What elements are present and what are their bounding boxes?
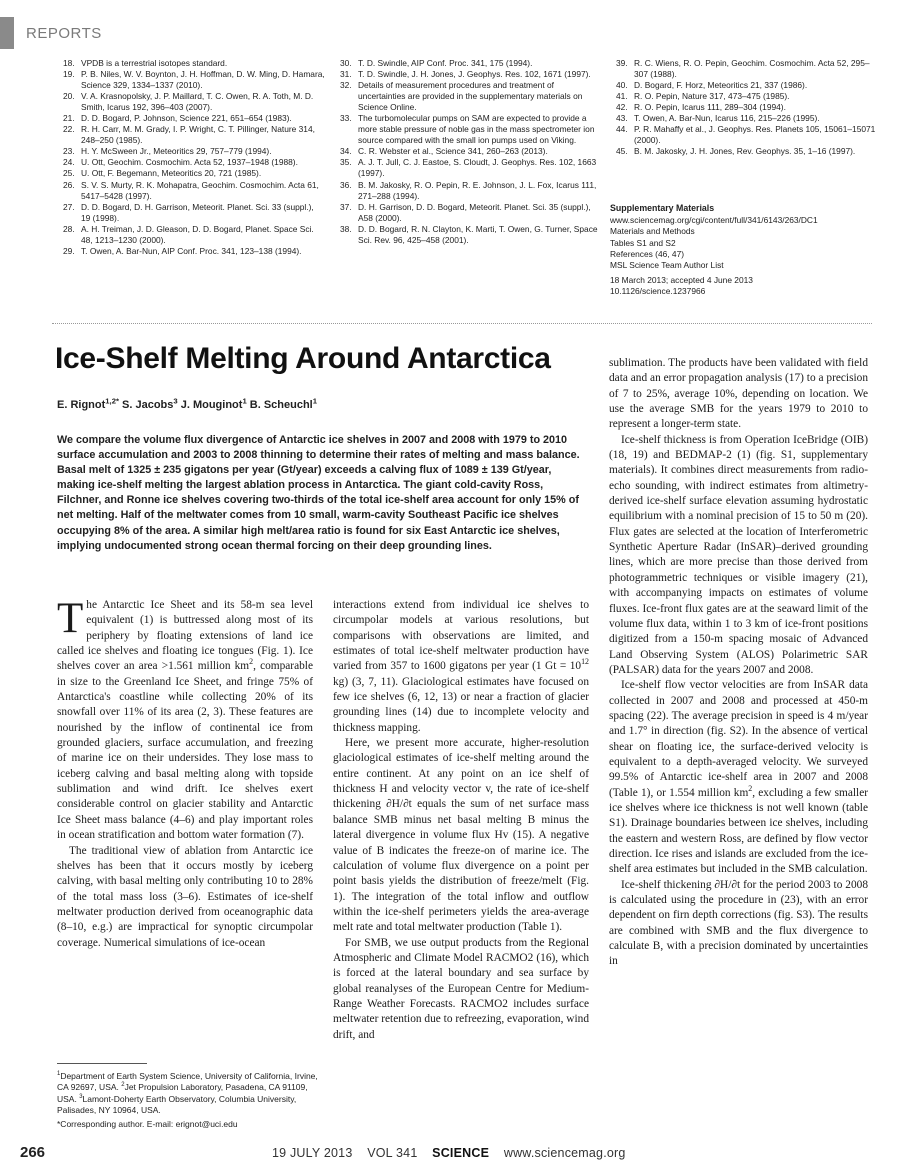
footnote-rule <box>57 1063 147 1064</box>
reference-item: 43. T. Owen, A. Bar-Nun, Icarus 116, 215–226 (1995). <box>616 113 820 124</box>
supplementary-line: References (46, 47) <box>610 248 685 259</box>
reference-number: 28. <box>63 223 75 234</box>
reference-number: 32. <box>340 80 352 91</box>
reference-number: 26. <box>63 179 75 190</box>
reference-item: 25. U. Ott, F. Begemann, Meteoritics 20, 721 (1985). <box>63 168 262 179</box>
section-bar <box>0 17 14 49</box>
reference-item: 36. B. M. Jakosky, R. O. Pepin, R. E. Johnson, J. L. Fox, Icarus 111, 271–288 (1994). <box>340 179 597 201</box>
supplementary-line: Tables S1 and S2 <box>610 237 676 248</box>
reference-number: 39. <box>616 58 628 68</box>
reference-item: 41. R. O. Pepin, Nature 317, 473–475 (1985). <box>616 91 790 102</box>
reference-item: 20. V. A. Krasnopolsky, J. P. Maillard, T. C. Owen, R. A. Toth, M. D. Smith, Icarus 192, 396–403 (2007). <box>63 91 314 113</box>
reference-number: 44. <box>616 124 628 135</box>
reference-number: 25. <box>63 168 75 179</box>
reference-number: 35. <box>340 157 352 168</box>
reference-number: 36. <box>340 179 352 190</box>
reference-item: 26. S. V. S. Murty, R. K. Mohapatra, Geochim. Cosmochim. Acta 61, 5417–5428 (1997). <box>63 179 319 201</box>
issue-date: 19 JULY 2013 <box>272 1146 353 1160</box>
body-column-3 <box>609 356 868 970</box>
reference-number: 42. <box>616 102 628 113</box>
body-paragraph: interactions extend from individual ice shelves to circumpolar models at various resolutions, but comparisons with observations are limited, and estimates of total ice-shelf meltwater production have varied from 357 to 1600 gigatons per year (1 $Gt = 10^{12}$ kg) (3, 7, 11). Glaciological estimates have focused on few ice shelves (6, 12, 13) or near a fraction of glacier grounding lines (14) due to incomplete velocity and thickness mapping. <box>333 599 589 734</box>
reference-item: 44. P. R. Mahaffy et al., J. Geophys. Res. Planets 105, 15061–15071 (2000). <box>616 124 876 146</box>
reference-number: 27. <box>63 201 75 212</box>
body-paragraph: For SMB, we use output products from the Regional Atmospheric and Climate Model RACMO2 (16), which is forced at the lateral boundary and sea surface by global reanalyses of the European Centre for Medium-Range Weather Forecasts. RACMO2 includes surface meltwater retention due to refreezing, evaporation, wind drift, and <box>333 936 589 1041</box>
reference-number: 21. <box>63 113 75 124</box>
body-paragraph: The traditional view of ablation from Antarctic ice shelves has been that it occurs mostly by iceberg calving, with basal melting only contributing 10 to 28% of the total mass loss (3–6). Estimates of ice-shelf meltwater production derived from oceanographic data (8–10, e.g.) are impractical for synoptic circumpolar coverage. Numerical simulations of ice-ocean <box>57 844 313 949</box>
journal-website[interactable]: www.sciencemag.org <box>503 1146 626 1160</box>
reference-number: 43. <box>616 113 628 124</box>
reference-item: 31. T. D. Swindle, J. H. Jones, J. Geophys. Res. 102, 1671 (1997). <box>340 69 591 80</box>
reference-item: 30. T. D. Swindle, AIP Conf. Proc. 341, 175 (1994). <box>340 58 533 68</box>
drop-cap: T <box>57 595 84 642</box>
reference-number: 19. <box>63 69 75 80</box>
section-label: REPORTS <box>26 25 102 42</box>
reference-number: 30. <box>340 58 352 68</box>
reference-number: 45. <box>616 146 628 157</box>
reference-item: 42. R. O. Pepin, Icarus 111, 289–304 (1994). <box>616 102 786 113</box>
reference-item: 40. D. Bogard, F. Horz, Meteoritics 21, 337 (1986). <box>616 80 808 91</box>
body-paragraph <box>57 595 313 844</box>
reference-number: 37. <box>340 201 352 212</box>
reference-item: 33. The turbomolecular pumps on SAM are expected to provide a more stable pressure of noble gas in the mass spectrometer ion source compared with the small ion pumps used on Viking. <box>340 113 595 146</box>
article-abstract: We compare the volume flux divergence of Antarctic ice shelves in 2007 and 2008 with 1979 to 2010 surface accumulation and 2003 to 2008 thinning to determine their rates of melting and mass balance. Basal melt of 1325 ± 235 gigatons per year (Gt/year) exceeds a calving flux of 1089 ± 139 Gt/year, making ice-shelf melting the largest ablation process in Antarctica. The giant cold-cavity Ross, Filchner, and Ronne ice shelves covering two-thirds of the total ice-shelf area account for only 15% of net melting. Half of the meltwater comes from 10 small, warm-cavity Southeast Pacific ice shelves occupying 8% of the area. A similar high melt/area ratio is found for six East Antarctic ice shelves, implying undocumented strong ocean thermal forcing on their deep grounding lines. <box>57 434 580 552</box>
reference-item: 35. A. J. T. Jull, C. J. Eastoe, S. Cloudt, J. Geophys. Res. 102, 1663 (1997). <box>340 157 597 179</box>
supplementary-materials <box>610 203 875 298</box>
journal-name: SCIENCE <box>432 1146 490 1160</box>
reference-item: 27. D. D. Bogard, D. H. Garrison, Meteorit. Planet. Sci. 33 (suppl.), 19 (1998). <box>63 201 314 223</box>
reference-item: 19. P. B. Niles, W. V. Boynton, J. H. Hoffman, D. W. Ming, D. Hamara, Science 329, 1334–1337 (2010). <box>63 69 325 91</box>
reference-item: 18. VPDB is a terrestrial isotopes standard. <box>63 58 228 68</box>
reference-number: 24. <box>63 157 75 168</box>
supplementary-link[interactable]: www.sciencemag.org/cgi/content/full/341/6143/263/DC1 <box>610 215 818 226</box>
article-authors: E. Rignot$^{1,2*}$ S. Jacobs$^3$ J. Mouginot$^1$ B. Scheuchl$^1$ <box>57 396 318 411</box>
reference-number: 22. <box>63 124 75 135</box>
references-col-1 <box>63 58 325 257</box>
reference-number: 31. <box>340 69 352 80</box>
reference-number: 38. <box>340 223 352 234</box>
references-col-3 <box>616 58 878 157</box>
reference-item: 45. B. M. Jakosky, J. H. Jones, Rev. Geophys. 35, 1–16 (1997). <box>616 146 856 157</box>
reference-number: 41. <box>616 91 628 102</box>
reference-number: 33. <box>340 113 352 124</box>
doi: 10.1126/science.1237966 <box>610 286 706 297</box>
received-dates: 18 March 2013; accepted 4 June 2013 <box>610 275 753 286</box>
reference-item: 39. R. C. Wiens, R. O. Pepin, Geochim. Cosmochim. Acta 52, 295–307 (1988). <box>616 58 870 80</box>
reference-number: 40. <box>616 80 628 91</box>
reference-item: 22. R. H. Carr, M. M. Grady, I. P. Wright, C. T. Pillinger, Nature 314, 248–250 (1985). <box>63 124 315 146</box>
body-paragraph: Ice-shelf thickening ∂H/∂t for the period 2003 to 2008 is calculated using the procedure in (23), with an error dependent on firn depth corrections (fig. S3). The results are combined with SMB and the flux divergence to calculate B, with a precision dominated by uncertainties in <box>609 878 868 968</box>
page-number: 266 <box>20 1144 46 1161</box>
body-column-1 <box>57 595 313 951</box>
body-paragraph: Ice-shelf flow vector velocities are from InSAR data collected in 2007 and 2008 and processed at 450-m spacing (22). The average precision in speed is 4 m/year and 1.7° in direction (fig. S2). In the absence of vertical shear on floating ice, the surface-derived velocity is equivalent to a depth-averaged velocity. We surveyed 99.5% of Antarctic ice-shelf area in 2007 and 2008 (Table 1), or 1.554 million $km^2$, excluding a few smaller ice shelves where ice thickness is not well known (table S1). Drainage boundaries between ice shelves, including the eastern and western Ross, are defined by flow vector direction. Ice rises and islands are excluded from the ice-shelf area estimates but included in the SMB calculation. <box>609 679 869 876</box>
reference-number: 18. <box>63 58 75 68</box>
supplementary-line: MSL Science Team Author List <box>610 260 724 271</box>
reference-item: 24. U. Ott, Geochim. Cosmochim. Acta 52, 1937–1948 (1988). <box>63 157 298 168</box>
reference-number: 34. <box>340 146 352 157</box>
reference-number: 23. <box>63 146 75 157</box>
body-paragraph: Ice-shelf thickness is from Operation IceBridge (OIB) (18, 19) and BEDMAP-2 (1) (fig. S1, supplementary materials). It combines direct measurements from radio-echo sounding, with indirect estimates from altimetry-derived ice-shelf surface elevation assuming hydrostatic equilibrium with a nominal precision of 15 to 50 m (20). Flux gates are selected at the location of Interferometric Synthetic Aperture Radar (InSAR)–derived grounding lines, which are more precise than those derived from photogrammetric techniques or visible imagery (21), with accompanying impacts on estimates of volume fluxes. Ice-front flux gates are at the seaward limit of the volume flux data, within 1 to 3 km of ice-front positions digitized from a 150-m spacing mosaic of Advanced Land Observing System (ALOS) Polarimetric SAR (PALSAR) data for the years 2007 and 2008. <box>609 433 868 676</box>
supplementary-heading: Supplementary Materials <box>610 203 715 213</box>
reference-number: 29. <box>63 245 75 256</box>
reference-item: 23. H. Y. McSween Jr., Meteoritics 29, 757–779 (1994). <box>63 146 272 157</box>
section-divider <box>52 323 872 324</box>
reference-item: 21. D. D. Bogard, P. Johnson, Science 221, 651–654 (1983). <box>63 113 292 124</box>
reference-item: 38. D. D. Bogard, R. N. Clayton, K. Marti, T. Owen, G. Turner, Space Sci. Rev. 96, 425–458 (2001). <box>340 223 598 245</box>
references-col-2 <box>340 58 598 246</box>
reference-item: 34. C. R. Webster et al., Science 341, 260–263 (2013). <box>340 146 548 157</box>
affiliations: $^1$Department of Earth System Science, University of California, Irvine, CA 92697, USA. $^2$Jet Propulsion Laboratory, Pasadena, CA 91109, USA. $^3$Lamont-Doherty Earth Observatory, Columbia University, Palisades, NY 10964, USA. <box>57 1071 318 1115</box>
issue-line <box>272 1146 626 1160</box>
issue-volume: VOL 341 <box>367 1146 418 1160</box>
article-title: Ice-Shelf Melting Around Antarctica <box>55 342 551 375</box>
paragraph-text: he Antarctic Ice Sheet and its 58-m sea level equivalent (1) is buttressed along most of its periphery by floating extensions of land ice called ice shelves and floating ice tongues (Fig. 1). Ice shelves cover an area >1.561 million $km^2$, comparable in size to the Greenland Ice Sheet, and fringe 75% of Antarctica's coastline while collecting 20% of its snowfall over 11% of its area (2, 3). These features are nourished by the inflow of continental ice from grounded glaciers, surface accumulation, and freezing of marine ice on their undersides. They lose mass to iceberg calving and basal melting along with topside sublimation and wind drift. Ice shelves exert considerable control on glacier stability and Antarctic Ice Sheet mass balance (4–6) and play important roles in ocean stratification and bottom water formation (7). <box>57 599 313 842</box>
body-column-2 <box>333 598 589 1043</box>
reference-item: 32. Details of measurement procedures and treatment of uncertainties are provided in the supplementary materials on Science Online. <box>340 80 583 113</box>
reference-item: 28. A. H. Treiman, J. D. Gleason, D. D. Bogard, Planet. Space Sci. 48, 1213–1230 (2000). <box>63 223 314 245</box>
body-paragraph: Here, we present more accurate, higher-resolution glaciological estimates of ice-shelf melting around the entire continent. At any point on an ice shelf of thickness H and velocity vector v, the rate of ice-shelf thickening ∂H/∂t equals the sum of net surface mass balance SMB minus net basal melting B minus the lateral divergence in volume flux Hv (15). A negative value of B indicates the freeze-on of marine ice. The calculation of volume flux divergence on a point per point basis yields the distribution of freeze/melt (Fig. 1). The integration of the total inflow and outflow within the ice-shelf perimeters yields the area-average melt rate and total meltwater production (Table 1). <box>333 737 589 934</box>
reference-item: 37. D. H. Garrison, D. D. Bogard, Meteorit. Planet. Sci. 35 (suppl.), A58 (2000). <box>340 201 591 223</box>
supplementary-line: Materials and Methods <box>610 226 695 237</box>
reference-item: 29. T. Owen, A. Bar-Nun, AIP Conf. Proc. 341, 123–138 (1994). <box>63 245 302 256</box>
footnotes <box>57 1071 319 1130</box>
reference-number: 20. <box>63 91 75 102</box>
corresponding-author: *Corresponding author. E-mail: erignot@uci.edu <box>57 1119 238 1130</box>
body-paragraph: sublimation. The products have been validated with field data and an error propagation analysis (17) to a precision of 7 to 25%, average 10%, depending on location. We use the average SMB for the years 1979 to 2010 to represent a longer-term state. <box>609 357 868 431</box>
